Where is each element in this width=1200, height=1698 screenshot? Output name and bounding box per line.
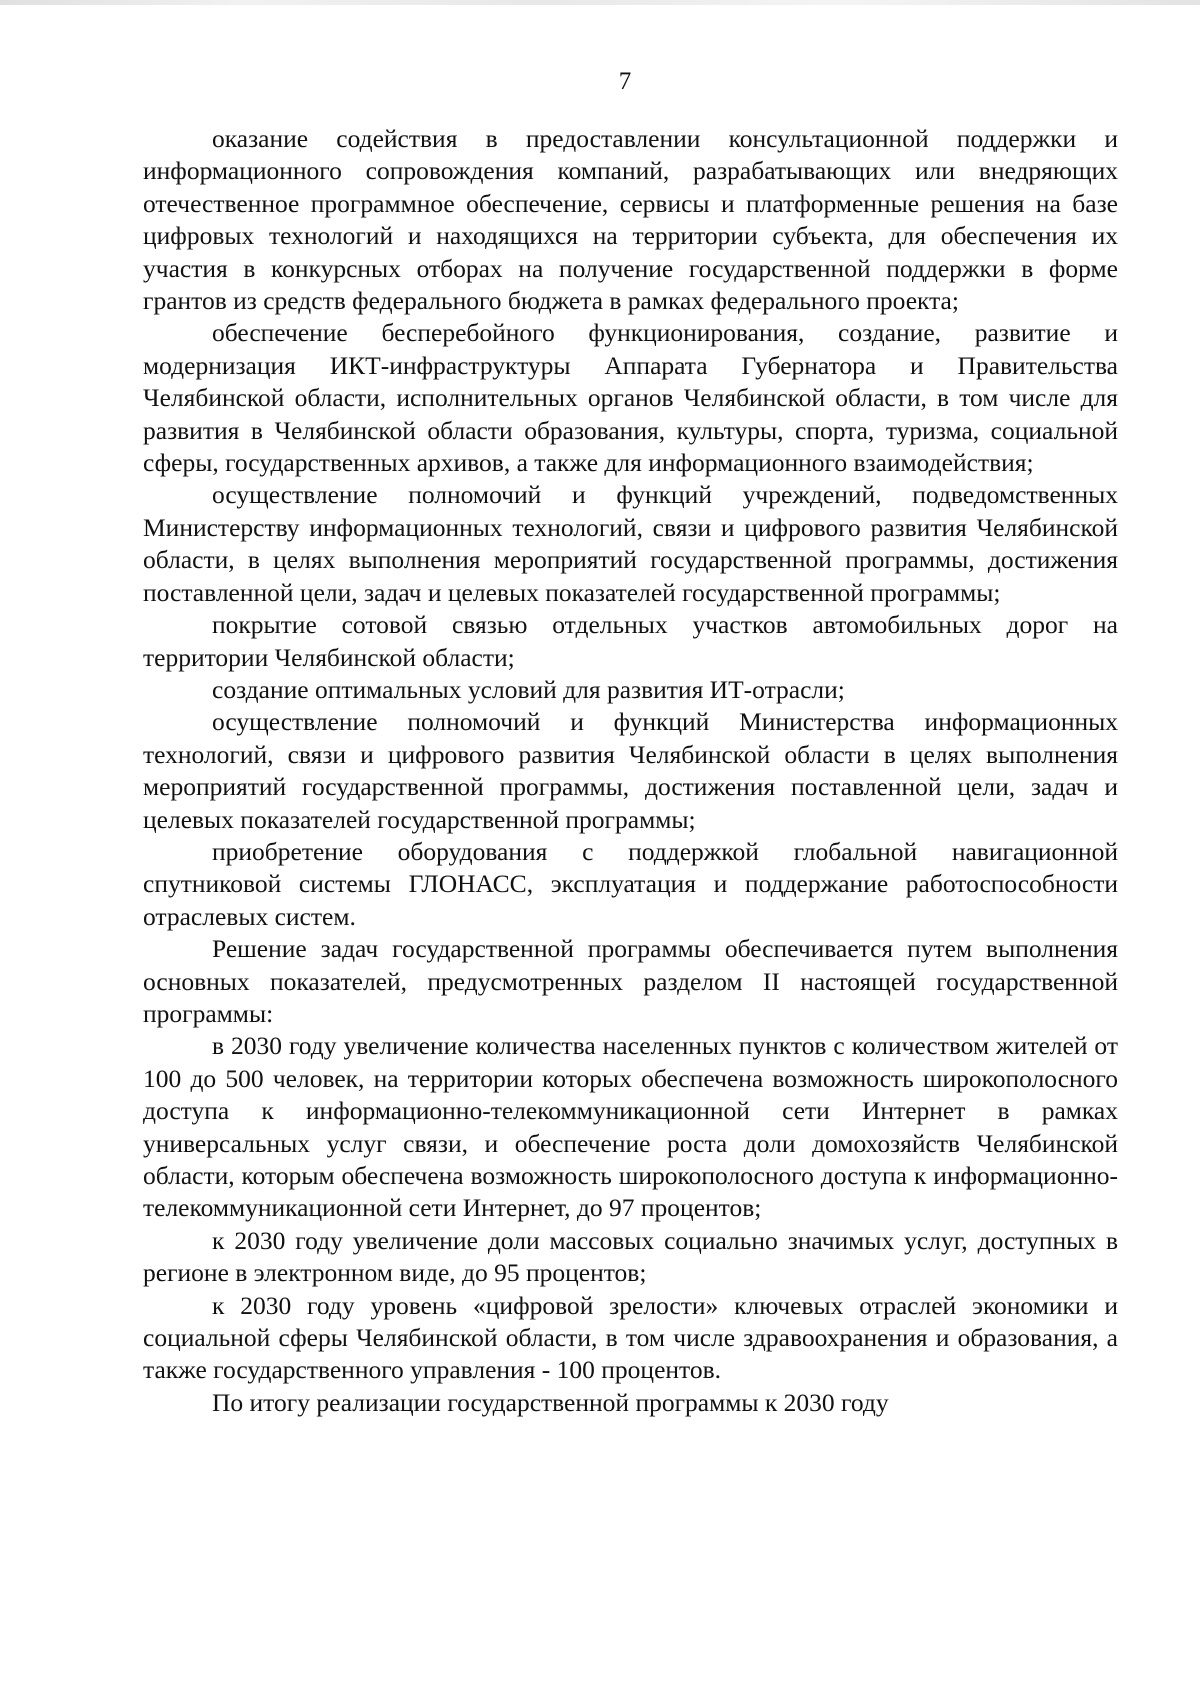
page-number: 7 bbox=[618, 68, 632, 95]
paragraph-subordinate-institutions: осуществление полномочий и функций учреждений, подведомственных Министерству информационных технологий, связи и цифрового развития Челябинской области, в целях выполнения мероприятий государственной программы, достижения поставленной цели, задач и целевых показателей государственной программы; bbox=[143, 480, 1118, 607]
paragraph-ministry-functions: осуществление полномочий и функций Министерства информационных технологий, связи и цифрового развития Челябинской области в целях выполнения мероприятий государственной программы, достижения поставленной цели, задач и целевых показателей государственной программы; bbox=[143, 707, 1118, 834]
paragraph-consulting-support: оказание содействия в предоставлении консультационной поддержки и информационного сопровождения компаний, разрабатывающих или внедряющих отечественное программное обеспечение, сервисы и платформенные решения на базе цифровых технологий и находящихся на территории субъекта, для обеспечения их участия в конкурсных отборах на получение государственной поддержки в форме грантов из средств федерального бюджета в рамках федерального проекта; bbox=[143, 124, 1118, 316]
paragraph-broadband-indicator: в 2030 году увеличение количества населенных пунктов с количеством жителей от 100 до 500 человек, на территории которых обеспечена возможность широкополосного доступа к информационно-телекоммуникационной сети Интернет в рамках универсальных услуг связи, и обеспечение роста доли домохозяйств Челябинской области, которым обеспечена возможность широкополосного доступа к информационно-телекоммуникационной сети Интернет, до 97 процентов; bbox=[143, 1031, 1118, 1223]
paragraph-glonass-equipment: приобретение оборудования с поддержкой глобальной навигационной спутниковой системы ГЛОНАСС, эксплуатация и поддержание работоспособности отраслевых систем. bbox=[143, 836, 1118, 931]
paragraph-program-result: По итогу реализации государственной программы к 2030 году bbox=[212, 1387, 889, 1417]
document-body bbox=[143, 123, 1118, 1419]
paragraph-electronic-services-indicator: к 2030 году увеличение доли массовых социально значимых услуг, доступных в регионе в электронном виде, до 95 процентов; bbox=[143, 1225, 1118, 1288]
paragraph-it-industry: создание оптимальных условий для развития ИТ-отрасли; bbox=[212, 674, 845, 704]
paragraph-task-solution: Решение задач государственной программы обеспечивается путем выполнения основных показателей, предусмотренных разделом II настоящей государственной программы: bbox=[143, 934, 1118, 1028]
scan-top-edge bbox=[0, 0, 1200, 5]
paragraph-ict-infrastructure: обеспечение бесперебойного функционирования, создание, развитие и модернизация ИКТ-инфраструктуры Аппарата Губернатора и Правительства Челябинской области, исполнительных органов Челябинской области, в том числе для развития в Челябинской области образования, культуры, спорта, туризма, социальной сферы, государственных архивов, а также для информационного взаимодействия; bbox=[143, 318, 1118, 478]
paragraph-cellular-coverage: покрытие сотовой связью отдельных участков автомобильных дорог на территории Челябинской области; bbox=[143, 610, 1118, 672]
paragraph-digital-maturity-indicator: к 2030 году уровень «цифровой зрелости» ключевых отраслей экономики и социальной сферы Челябинской области, в том числе здравоохранения и образования, а также государственного управления - 100 процентов. bbox=[143, 1290, 1118, 1385]
